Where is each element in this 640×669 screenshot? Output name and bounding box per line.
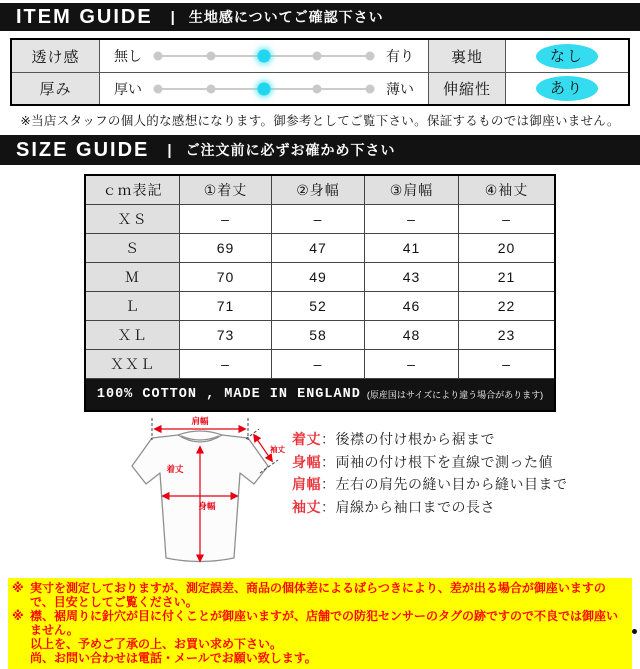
note-marker <box>12 638 30 652</box>
thickness-max-label: 薄い <box>386 80 414 97</box>
table-cell: – <box>272 350 365 379</box>
thickness-label: 厚み <box>12 73 100 104</box>
sheerness-slider <box>100 40 428 72</box>
table-cell: 69 <box>180 234 272 263</box>
header-separator: | <box>170 8 175 26</box>
definition-desc: 後襟の付け根から裾まで <box>335 431 495 447</box>
table-cell: 71 <box>180 292 272 321</box>
table-cell: 22 <box>459 292 554 321</box>
definition-desc: 左右の肩先の縫い目から縫い目まで <box>335 476 568 492</box>
item-guide-title: ITEM GUIDE <box>16 5 153 28</box>
size-guide-title: SIZE GUIDE <box>16 138 150 161</box>
scale-dot-active <box>258 50 271 63</box>
note-text: 以上を、予めご了承の上、お買い求め下さい。 <box>30 636 283 651</box>
table-cell: 73 <box>180 321 272 350</box>
note-marker: ※ <box>12 608 24 623</box>
body-length-label: 着丈 <box>166 464 184 474</box>
table-cell: 49 <box>272 263 365 292</box>
size-chart-infographic <box>0 3 640 665</box>
size-row-label: Ｓ <box>86 234 180 263</box>
measurement-diagram-section <box>0 416 640 574</box>
table-cell: 46 <box>365 292 459 321</box>
table-cell: – <box>180 205 272 234</box>
size-guide-header <box>0 135 640 165</box>
size-table <box>84 174 556 412</box>
thickness-slider <box>100 73 428 104</box>
sheerness-min-label: 無し <box>114 48 142 64</box>
sleeve-length-label: 袖丈 <box>270 445 285 454</box>
table-cell: 20 <box>459 234 554 263</box>
size-guide-subtitle: ご注文前に必ずお確かめ下さい <box>185 142 396 158</box>
size-row-label: ＸＸＬ <box>86 350 180 379</box>
lining-value-badge: なし <box>536 44 598 69</box>
scale-dot <box>312 84 321 93</box>
tshirt-measurement-diagram <box>130 416 288 574</box>
note-marker <box>12 652 30 666</box>
table-cell: 23 <box>459 321 554 350</box>
scale-dot <box>207 52 216 61</box>
size-row-label: Ｌ <box>86 292 180 321</box>
material-text: 100% COTTON , MADE IN ENGLAND <box>96 387 361 402</box>
table-cell: 43 <box>365 263 459 292</box>
sheerness-max-label: 有り <box>386 48 414 64</box>
disclaimer-line <box>12 610 627 638</box>
definition-colon: ： <box>321 476 336 492</box>
table-cell: 70 <box>180 263 272 292</box>
table-cell: – <box>459 350 554 379</box>
scale-dot <box>154 84 163 93</box>
table-cell: 48 <box>365 321 459 350</box>
shoulder-width-label: 肩幅 <box>191 416 209 426</box>
fabric-feel-table <box>10 38 630 106</box>
table-cell: 41 <box>365 234 459 263</box>
definition-line <box>292 473 568 496</box>
scale-dot <box>312 52 321 61</box>
definition-colon: ： <box>321 498 336 515</box>
body-width-label: 身幅 <box>198 501 216 511</box>
stretch-label: 伸縮性 <box>428 73 506 104</box>
measurement-definitions <box>292 416 568 574</box>
sheerness-scale <box>154 40 374 72</box>
scale-dot <box>365 84 374 93</box>
disclaimer-line <box>12 652 627 666</box>
definition-term: 袖丈 <box>292 498 321 515</box>
table-cell: 47 <box>272 234 365 263</box>
col-header-length: ①着丈 <box>180 176 272 205</box>
definition-desc: 肩線から袖口までの長さ <box>335 498 495 515</box>
thickness-min-label: 厚い <box>114 80 142 97</box>
col-header-shoulder: ③肩幅 <box>365 176 459 205</box>
stray-dot-mark <box>632 629 637 634</box>
size-row-label: ＸＳ <box>86 205 180 234</box>
table-cell: – <box>180 350 272 379</box>
stretch-value-badge: あり <box>536 76 598 101</box>
disclaimer-line <box>12 638 627 652</box>
item-guide-header <box>0 3 640 31</box>
definition-desc: 両袖の付け根下を直線で測った値 <box>335 453 553 470</box>
table-cell: – <box>365 205 459 234</box>
material-origin-row <box>86 379 554 410</box>
table-cell: 52 <box>272 292 365 321</box>
header-separator: | <box>167 141 172 159</box>
table-cell: – <box>459 205 554 234</box>
scale-dot <box>365 52 374 61</box>
scale-dot-active <box>258 82 271 95</box>
origin-note: (原産国はサイズにより違う場合があります) <box>366 390 544 400</box>
disclaimer-line <box>12 582 627 610</box>
definition-term: 身幅 <box>292 453 321 470</box>
note-marker: ※ <box>12 581 24 595</box>
sheerness-label: 透け感 <box>12 40 100 72</box>
note-text: 尚、お問い合わせは電話・メールでお願い致します。 <box>30 650 317 665</box>
thickness-scale <box>154 73 374 104</box>
staff-disclaimer: ※当店スタッフの個人的な感想になります。御参考としてご覧下さい。保証するものでは御座いません。 <box>20 114 620 128</box>
lining-label: 裏地 <box>428 40 506 72</box>
scale-dot <box>207 84 216 93</box>
col-header-sleeve: ④袖丈 <box>459 176 554 205</box>
definition-line <box>292 496 568 519</box>
definition-line <box>292 451 568 474</box>
table-cell: – <box>272 205 365 234</box>
scale-dot <box>154 52 163 61</box>
disclaimer-box <box>8 578 632 669</box>
fabric-row-sheerness <box>12 40 628 72</box>
col-header-unit: ｃｍ表記 <box>86 176 180 205</box>
stretch-value-cell <box>506 73 628 104</box>
size-row-label: ＸＬ <box>86 321 180 350</box>
note-text: 襟、裾周りに針穴が目に付くことが御座いますが、店舗での防犯センサーのタグの跡ですので不良では御座いません。 <box>30 608 619 637</box>
table-cell: 21 <box>459 263 554 292</box>
definition-term: 着丈 <box>292 431 321 447</box>
col-header-width: ②身幅 <box>272 176 365 205</box>
definition-colon: ： <box>321 431 336 447</box>
definition-line <box>292 428 568 451</box>
item-guide-subtitle: 生地感についてご確認下さい <box>188 9 384 25</box>
table-cell: – <box>365 350 459 379</box>
table-cell: 58 <box>272 321 365 350</box>
size-row-label: Ｍ <box>86 263 180 292</box>
definition-colon: ： <box>321 453 336 470</box>
fabric-row-thickness <box>12 72 628 104</box>
definition-term: 肩幅 <box>292 476 321 492</box>
note-text: 実寸を測定しておりますが、測定誤差、商品の個体差によるばらつきにより、差が出る場合が御座いますので、目安としてご覧ください。 <box>30 581 606 609</box>
lining-value-cell <box>506 40 628 72</box>
